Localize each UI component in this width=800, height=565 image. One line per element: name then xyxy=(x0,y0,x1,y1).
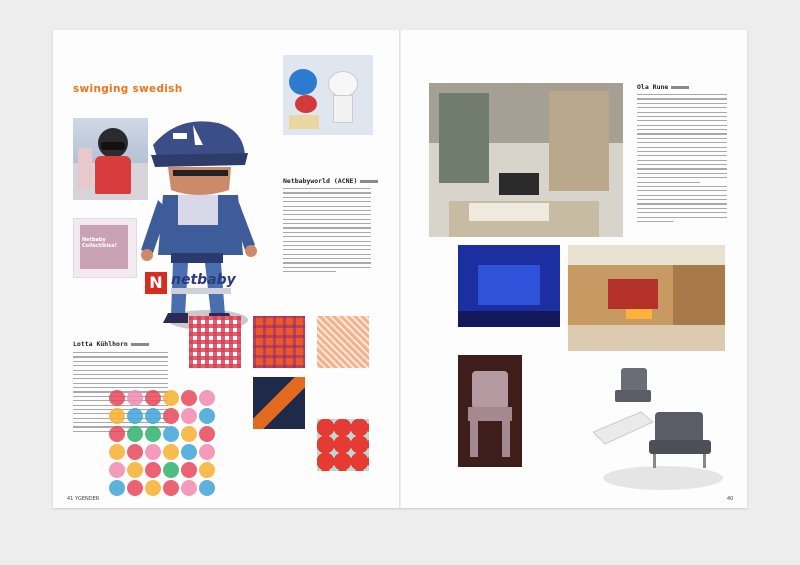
article-heading-netbabyworld: Netbabyworld (ACNE) xyxy=(283,177,378,185)
footer-right: 40 xyxy=(727,496,734,502)
sofa-set-illustration xyxy=(593,360,723,495)
interior-lounge-photo xyxy=(429,83,623,237)
article-heading-ola-rune: Ola Rune xyxy=(637,83,689,91)
netbaby-logo-wordmark: netbaby xyxy=(171,272,236,288)
netbaby-logo-icon: N xyxy=(145,272,167,294)
magazine-spread xyxy=(53,30,747,508)
shop-interior-photo xyxy=(568,245,725,351)
article-heading-lotta-kuhlhorn: Lotta Kühlhorn xyxy=(73,340,149,348)
pattern-hatch xyxy=(317,316,369,368)
chair-photo xyxy=(458,355,522,467)
pattern-plaid xyxy=(253,316,305,368)
article-body-ola-rune xyxy=(637,94,727,225)
toys-photo xyxy=(283,55,373,135)
pattern-circles xyxy=(317,419,369,471)
logo-subline xyxy=(171,288,231,294)
character-illustration xyxy=(133,115,268,340)
article-body-netbabyworld xyxy=(283,188,371,276)
footer-left: 41 YGENDER xyxy=(67,496,100,502)
collectibles-box-photo xyxy=(73,218,137,278)
page-gutter xyxy=(399,30,401,508)
section-title: swinging swedish xyxy=(73,83,183,95)
blue-room-photo xyxy=(458,245,560,327)
dots-pattern-artwork xyxy=(105,388,245,506)
box-label: Netbaby Collectibles! xyxy=(82,237,117,249)
pattern-stripe xyxy=(253,377,305,429)
pattern-gingham xyxy=(189,316,241,368)
